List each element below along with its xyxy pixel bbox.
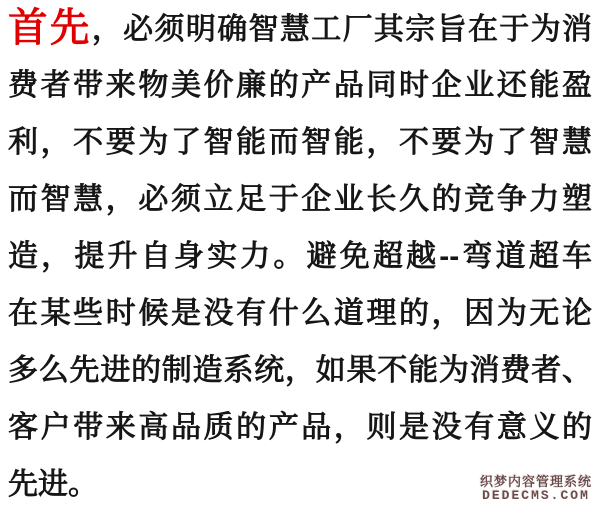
watermark-en-text: DEDECMS.COM	[482, 488, 590, 503]
text-line: 造，提升自身实力。避免超越--弯道超车	[8, 240, 592, 273]
lead-in-highlight: 首先	[8, 6, 92, 50]
text-line: 在某些时候是没有什么道理的，因为无论	[8, 297, 592, 330]
text-line: 利，不要为了智能而智能，不要为了智慧	[8, 126, 592, 159]
text-line: 而智慧，必须立足于企业长久的竞争力塑	[8, 183, 592, 216]
text-line: 先进。	[8, 468, 98, 501]
text-line	[8, 0, 592, 57]
text-line: 客户带来高品质的产品，则是没有意义的	[8, 411, 592, 444]
dedecms-watermark	[480, 475, 592, 503]
text-line-content: ，必须明确智慧工厂其宗旨在于为消	[91, 13, 592, 46]
text-line: 多么先进的制造系统，如果不能为消费者、	[8, 354, 592, 387]
watermark-cn-text: 织梦内容管理系统	[479, 474, 592, 489]
text-line: 费者带来物美价廉的产品同时企业还能盈	[8, 69, 592, 102]
